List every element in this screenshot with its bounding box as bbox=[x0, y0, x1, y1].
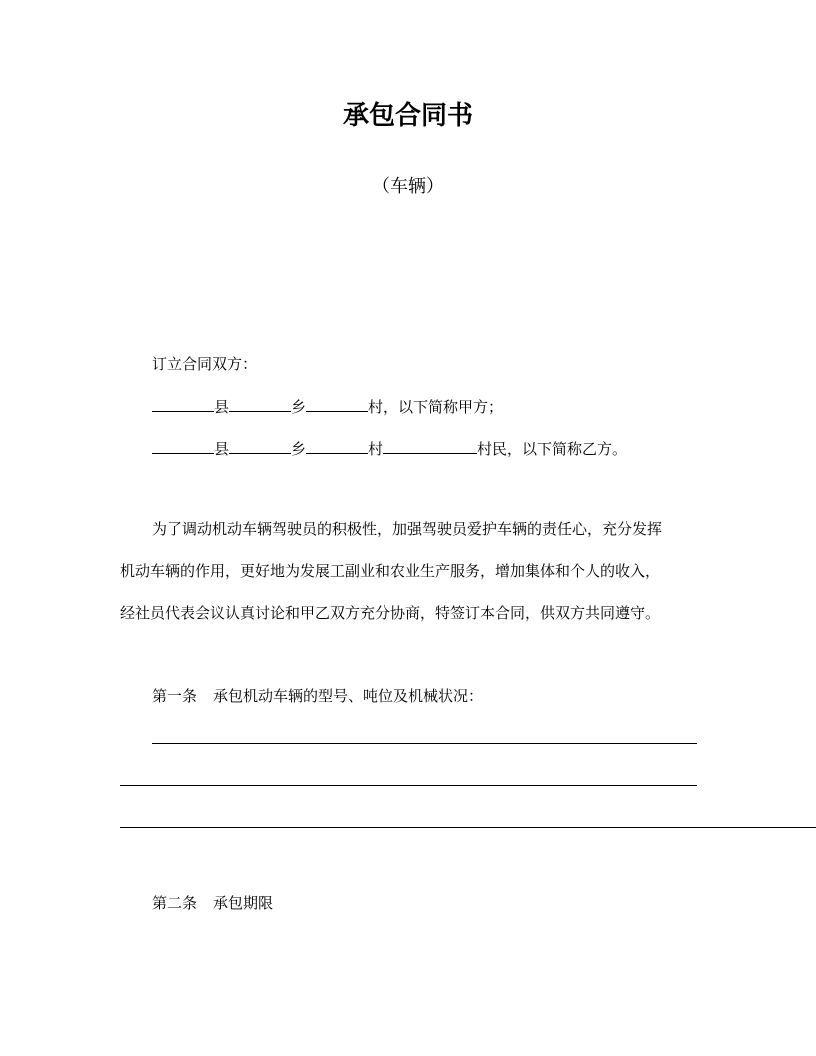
county-blank[interactable] bbox=[152, 395, 214, 412]
village-blank[interactable] bbox=[306, 395, 368, 412]
township-label: 乡 bbox=[291, 440, 307, 458]
article-2-text: 承包期限 bbox=[213, 894, 274, 912]
article-2-heading bbox=[152, 892, 273, 914]
article-1-heading bbox=[152, 685, 483, 707]
preamble-line-2: 机动车辆的作用，更好地为发展工副业和农业生产服务，增加集体和个人的收入， bbox=[120, 562, 661, 580]
county-label: 县 bbox=[214, 398, 230, 416]
party-b-suffix: 村民，以下简称乙方。 bbox=[477, 440, 628, 458]
party-a-line bbox=[152, 395, 503, 418]
village-label: 村 bbox=[368, 440, 384, 458]
document-title: 承包合同书 bbox=[342, 101, 473, 131]
article-1-number: 第一条 bbox=[152, 687, 198, 705]
county-label: 县 bbox=[214, 440, 230, 458]
village-blank[interactable] bbox=[306, 437, 368, 454]
fill-in-line[interactable] bbox=[120, 827, 816, 828]
party-b-line bbox=[152, 437, 627, 460]
article-2-number: 第二条 bbox=[152, 894, 198, 912]
document-subtitle: （车辆） bbox=[372, 176, 444, 197]
township-blank[interactable] bbox=[229, 437, 291, 454]
parties-heading: 订立合同双方： bbox=[152, 355, 258, 373]
party-a-suffix: 村，以下简称甲方； bbox=[368, 398, 504, 416]
preamble-line-1: 为了调动机动车辆驾驶员的积极性，加强驾驶员爱护车辆的责任心，充分发挥 bbox=[152, 520, 663, 538]
township-blank[interactable] bbox=[229, 395, 291, 412]
fill-in-line[interactable] bbox=[120, 785, 697, 786]
township-label: 乡 bbox=[291, 398, 307, 416]
county-blank[interactable] bbox=[152, 437, 214, 454]
preamble-line-3: 经社员代表会议认真讨论和甲乙双方充分协商，特签订本合同，供双方共同遵守。 bbox=[120, 604, 661, 622]
article-1-text: 承包机动车辆的型号、吨位及机械状况： bbox=[213, 687, 484, 705]
villager-name-blank[interactable] bbox=[383, 437, 477, 454]
fill-in-line[interactable] bbox=[152, 743, 697, 744]
